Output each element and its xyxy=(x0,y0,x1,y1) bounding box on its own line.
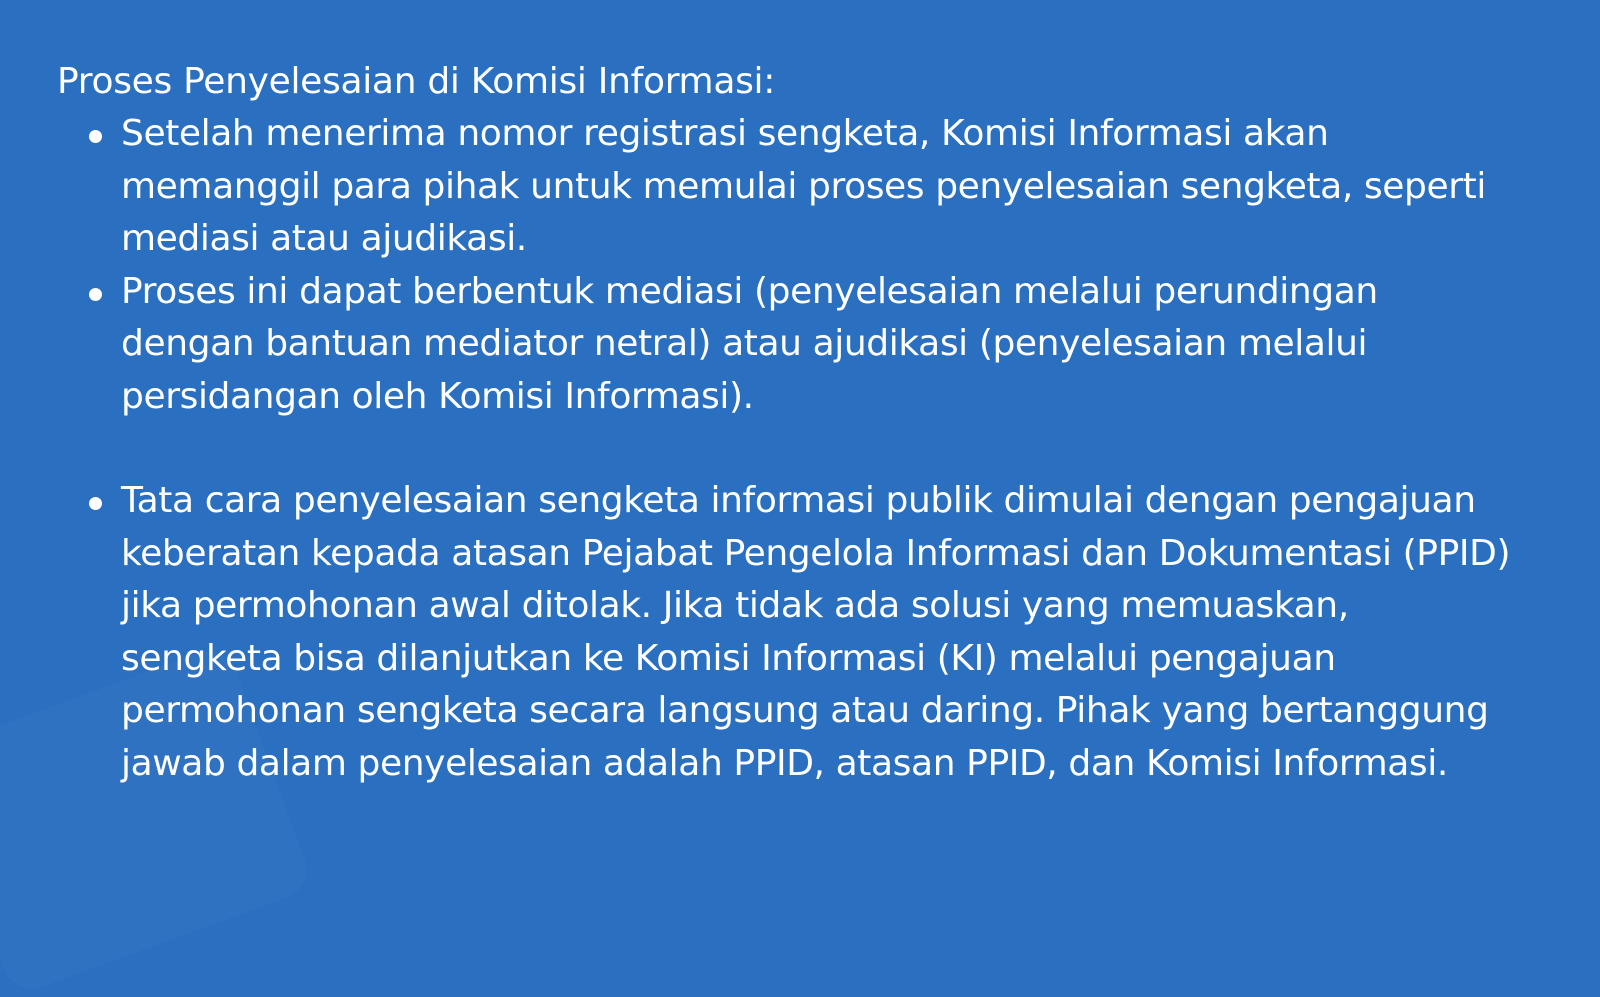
bullet-item xyxy=(57,266,1517,424)
bullet-dot-icon xyxy=(89,497,102,510)
bullet-text: Tata cara penyelesaian sengketa informasi publik dimulai dengan pengajuan keberatan kepada atasan Pejabat Pengelola Informasi dan Dokumentasi (PPID) jika permohonan awal ditolak. Jika tidak ada solusi yang memuaskan, sengketa bisa dilanjutkan ke Komisi Informasi (KI) melalui pengajuan permohonan sengketa secara langsung atau daring. Pihak yang bertanggung jawab dalam penyelesaian adalah PPID, atasan PPID, dan Komisi Informasi. xyxy=(121,480,1511,784)
bullet-dot-icon xyxy=(89,288,102,301)
bullet-list xyxy=(57,108,1517,790)
slide-heading: Proses Penyelesaian di Komisi Informasi: xyxy=(57,61,776,102)
bullet-dot-icon xyxy=(89,130,102,143)
bullet-item xyxy=(57,108,1517,266)
bullet-item xyxy=(57,475,1517,790)
bullet-text: Setelah menerima nomor registrasi sengketa, Komisi Informasi akan memanggil para pihak untuk memulai proses penyelesaian sengketa, seperti mediasi atau ajudikasi. xyxy=(121,113,1486,259)
bullet-text: Proses ini dapat berbentuk mediasi (penyelesaian melalui perundingan dengan bantuan mediator netral) atau ajudikasi (penyelesaian melalui persidangan oleh Komisi Informasi). xyxy=(121,270,1378,417)
slide-content xyxy=(57,56,1517,790)
